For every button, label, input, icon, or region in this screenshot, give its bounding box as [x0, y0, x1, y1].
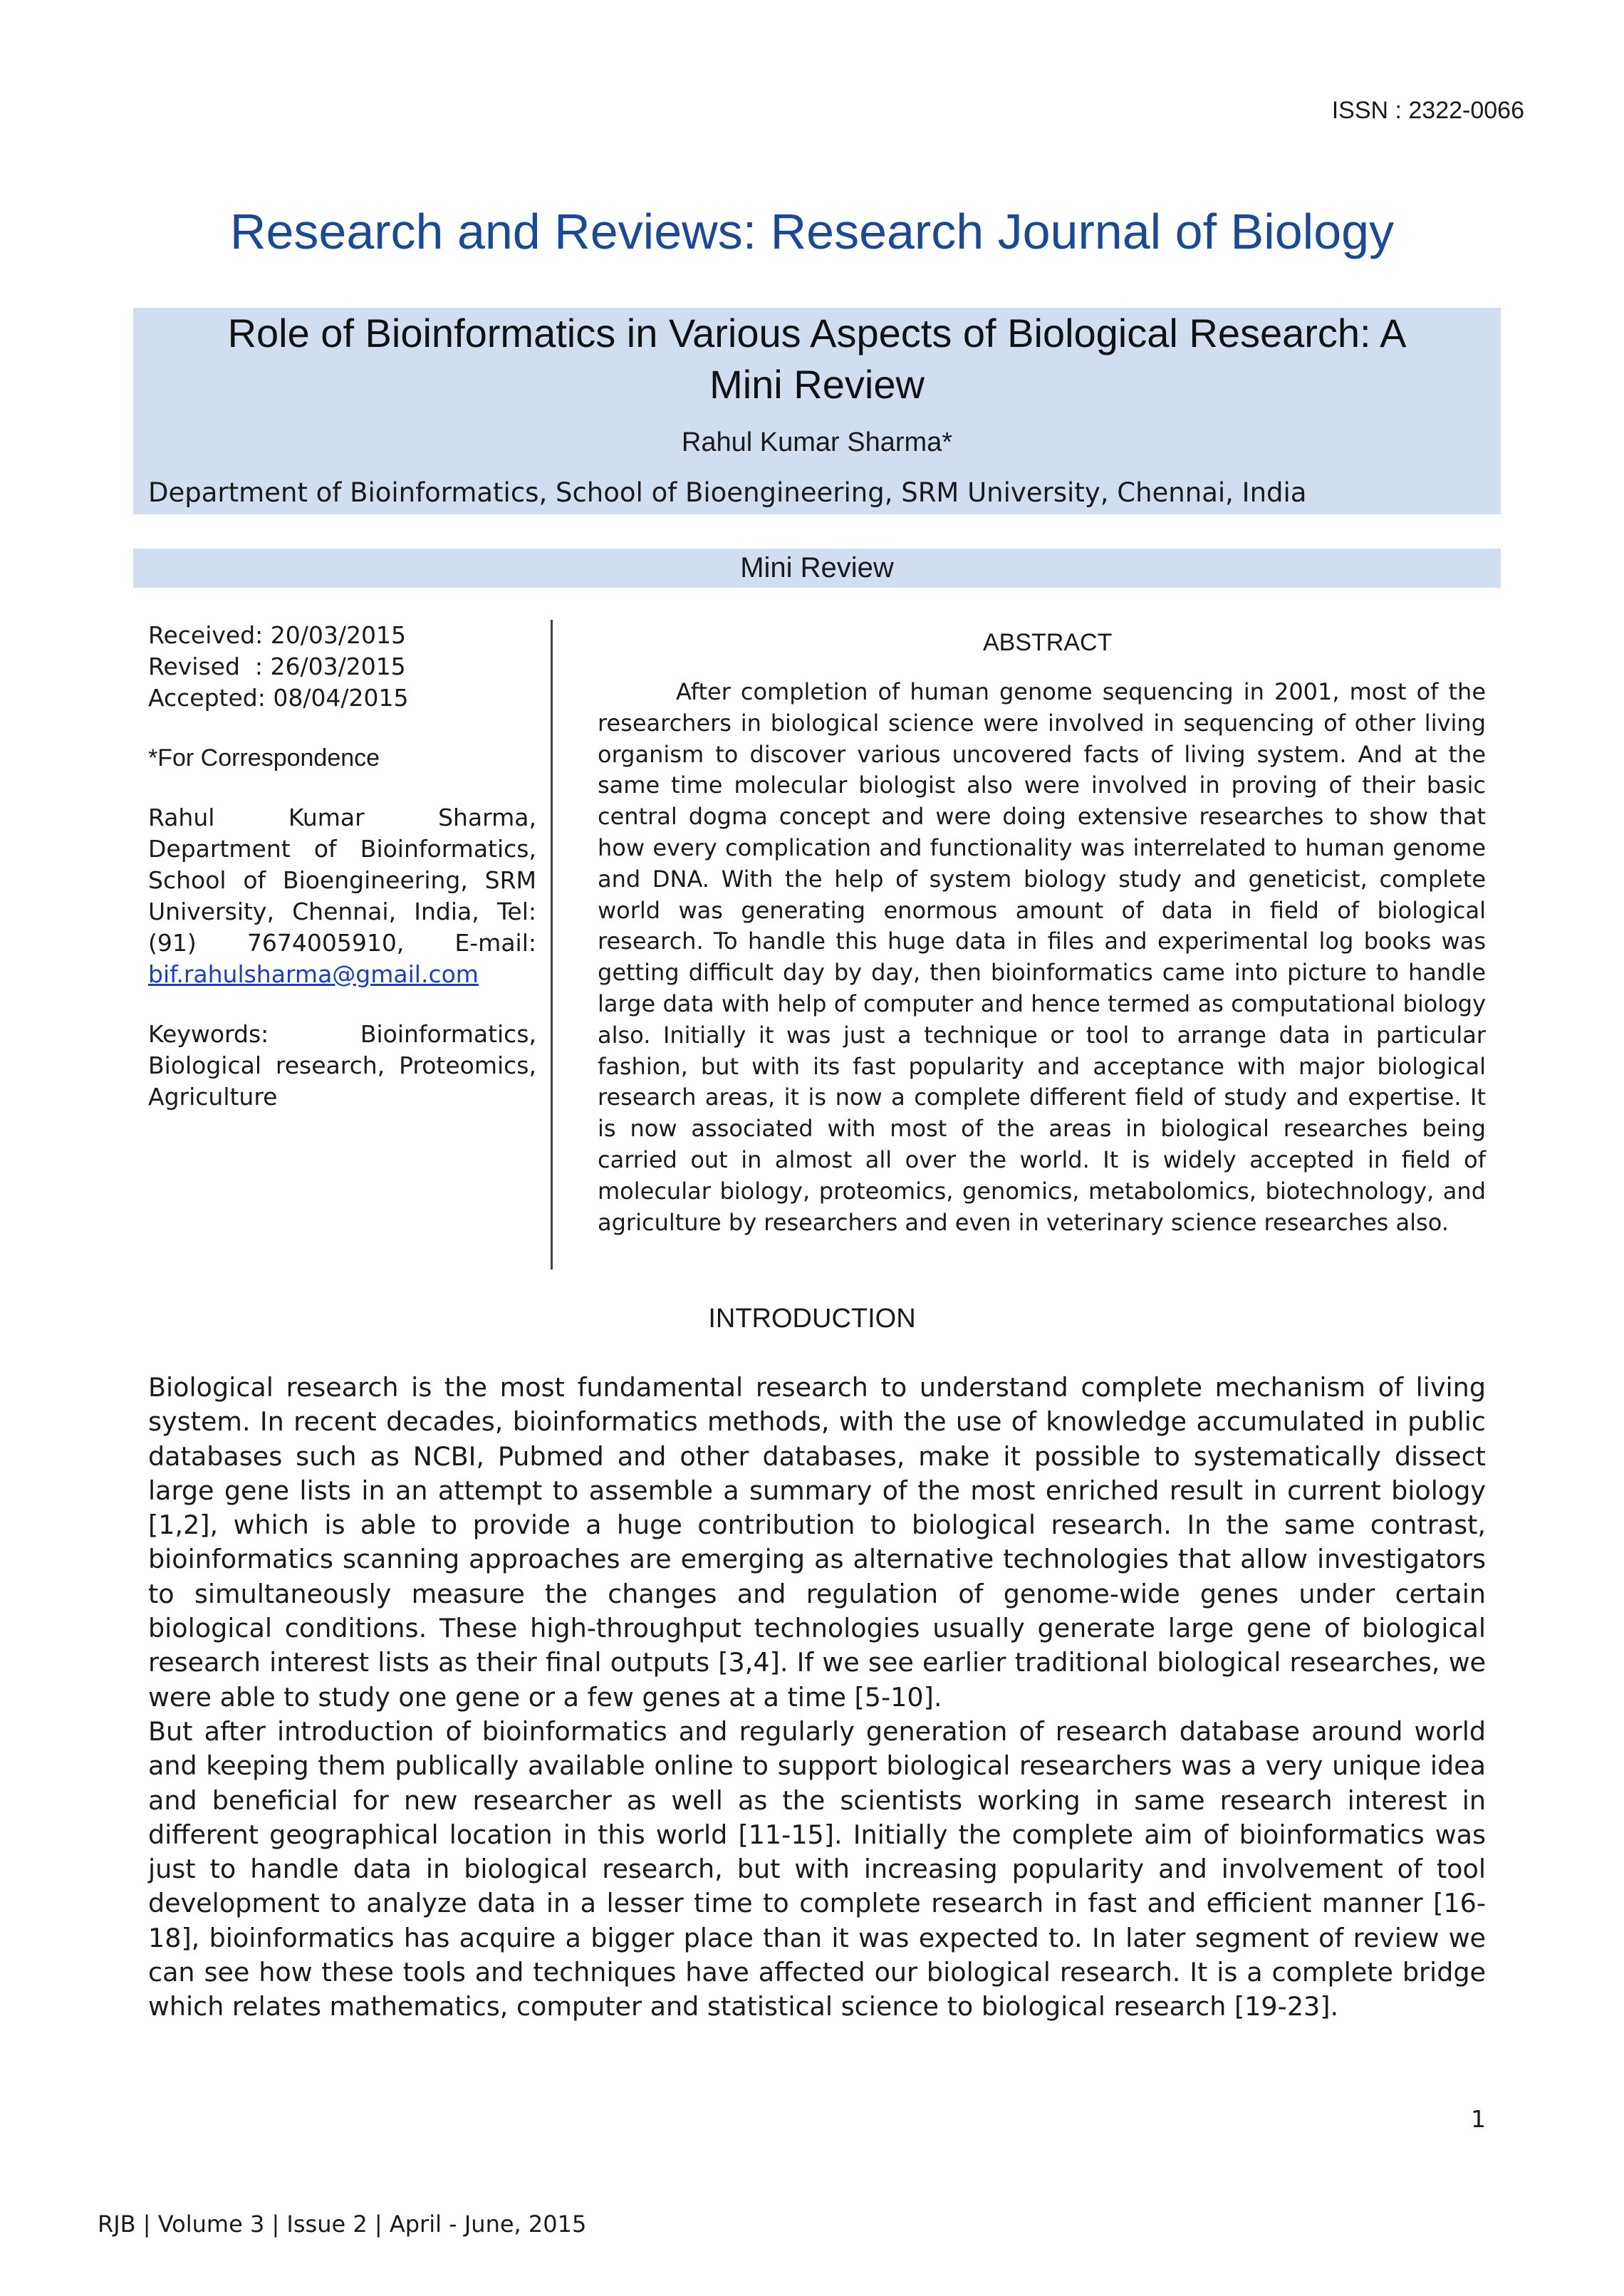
author-name: Rahul Kumar Sharma* [681, 427, 953, 457]
article-title-line-2: Mini Review [709, 362, 925, 407]
issn-label: ISSN : 2322-0066 [1331, 97, 1524, 124]
accepted-date: Accepted: 08/04/2015 [148, 684, 409, 712]
abstract-text [598, 677, 1486, 1238]
page-number: 1 [1471, 2105, 1486, 2133]
introduction-paragraph-2: But after introduction of bioinformatics and regularly generation of research database around world and keeping them publically available online to support biological researchers was a very unique idea and beneficial for new researcher as well as the scientists working in same research interest in different geographical location in this world [11-15]. Initially the complete aim of bioinformatics was just to handle data in biological research, but with increasing popularity and involvement of tool development to analyze data in a lesser time to complete research in fast and efficient manner [16-18], bioinformatics has acquire a bigger place than it was expected to. In later segment of review we can see how these tools and techniques have affected our biological research. It is a complete bridge which relates mathematics, computer and statistical science to biological research [19-23]. [148, 1715, 1486, 2022]
correspondence-details: Rahul Kumar Sharma, Department of Bioinformatics, School of Bioengineering, SRM University, Chennai, India, Tel: (91) 7674005910, E-mail: [148, 804, 536, 957]
abstract-text-content: After completion of human genome sequencing in 2001, most of the researchers in biological science were involved in sequencing of other living organism to discover various uncovered facts of living system. And at the same time molecular biologist also were involved in proving of their basic central dogma concept and were doing extensive researches to show that how every complication and functionality was interrelated to human genome and DNA. With the help of system biology study and geneticist, complete world was generating enormous amount of data in field of biological research. To handle this huge data in files and experimental log books was getting difficult day by day, then bioinformatics came into picture to handle large data with help of computer and hence termed as computational biology also. Initially it was just a technique or tool to arrange data in particular fashion, but with its fast popularity and acceptance with major biological research areas, it is now a complete different field of study and expertise. It is now associated with most of the areas in biological researches being carried out in almost all over the world. It is widely accepted in field of molecular biology, proteomics, genomics, metabolomics, biotechnology, and agriculture by researchers and even in veterinary science researches also. [598, 678, 1486, 1236]
revised-date: Revised : 26/03/2015 [148, 653, 406, 680]
author-affiliation: Department of Bioinformatics, School of Bioengineering, SRM University, Chennai, India [148, 477, 1307, 508]
article-title-line-1: Role of Bioinformatics in Various Aspects of Biological Research: A [227, 311, 1407, 355]
footer-citation: RJB | Volume 3 | Issue 2 | April - June, 2015 [98, 2211, 587, 2238]
column-divider [551, 620, 553, 1269]
correspondence-email-link[interactable]: bif.rahulsharma@gmail.com [148, 960, 479, 988]
article-info-sidebar [148, 620, 536, 1113]
correspondence-heading: *For Correspondence [148, 744, 380, 772]
received-date: Received: 20/03/2015 [148, 621, 406, 649]
article-title [133, 308, 1501, 410]
article-type: Mini Review [740, 552, 894, 583]
journal-title: Research and Reviews: Research Journal of Biology [229, 204, 1395, 259]
introduction-body [148, 1371, 1486, 2025]
introduction-heading: INTRODUCTION [708, 1304, 916, 1334]
abstract-heading: ABSTRACT [983, 629, 1113, 656]
introduction-paragraph-1: Biological research is the most fundamental research to understand complete mechanism of living system. In recent decades, bioinformatics methods, with the use of knowledge accumulated in public databases such as NCBI, Pubmed and other databases, make it possible to systematically dissect large gene lists in an attempt to assemble a summary of the most enriched result in current biology [1,2], which is able to provide a huge contribution to biological research. In the same contrast, bioinformatics scanning approaches are emerging as alternative technologies that allow investigators to simultaneously measure the changes and regulation of genome-wide genes under certain biological conditions. These high-throughput technologies usually generate large gene of biological research interest lists as their final outputs [3,4]. If we see earlier traditional biological researches, we were able to study one gene or a few genes at a time [5-10]. [148, 1372, 1486, 1713]
keywords: Keywords: Bioinformatics, Biological research, Proteomics, Agriculture [148, 1020, 536, 1111]
